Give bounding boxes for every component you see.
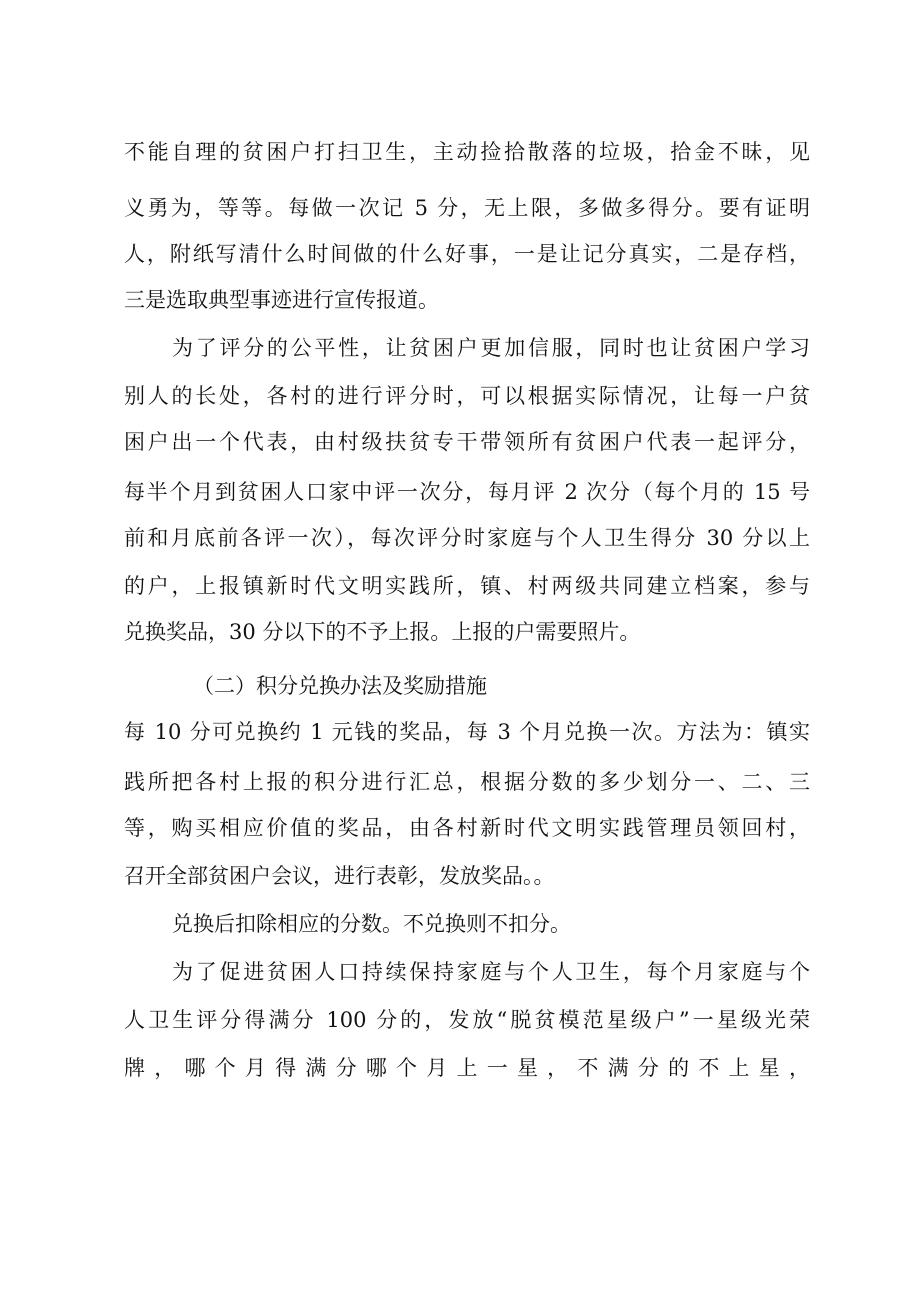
text-line: 每 10 分可兑换约 1 元钱的奖品，每 3 个月兑换一次。方法为：镇实 (124, 720, 810, 744)
text-line: 兑换奖品，30 分以下的不予上报。上报的户需要照片。 (124, 620, 641, 644)
section-heading: （二）积分兑换办法及奖励措施 (193, 674, 487, 698)
text-line: 每半个月到贫困人口家中评一次分，每月评 2 次分（每个月的 15 号 (124, 480, 810, 504)
text-line: 人卫生评分得满分 100 分的，发放“脱贫模范星级户”一星级光荣 (124, 1008, 810, 1032)
text-line: 不能自理的贫困户打扫卫生，主动捡拾散落的垃圾，拾金不昧，见 (124, 140, 810, 164)
text-line: 等，购买相应价值的奖品，由各村新时代文明实践管理员领回村， (124, 816, 810, 840)
text-line: 兑换后扣除相应的分数。不兑换则不扣分。 (172, 912, 571, 936)
text-line: 的户，上报镇新时代文明实践所，镇、村两级共同建立档案，参与 (124, 574, 810, 598)
text-line: 三是选取典型事迹进行宣传报道。 (124, 288, 439, 312)
text-line: 为了评分的公平性，让贫困户更加信服，同时也让贫困户学习 (172, 336, 810, 360)
text-line: 牌，哪个月得满分哪个月上一星，不满分的不上星， (124, 1056, 810, 1080)
text-line: 困户出一个代表，由村级扶贫专干带领所有贫困户代表一起评分， (124, 430, 810, 454)
text-line: 为了促进贫困人口持续保持家庭与个人卫生，每个月家庭与个 (172, 960, 810, 984)
text-line: 人，附纸写清什么时间做的什么好事，一是让记分真实，二是存档， (124, 242, 810, 266)
text-line: 前和月底前各评一次），每次评分时家庭与个人卫生得分 30 分以上 (124, 526, 810, 550)
text-line: 别人的长处，各村的进行评分时，可以根据实际情况，让每一户贫 (124, 384, 810, 408)
text-line: 践所把各村上报的积分进行汇总，根据分数的多少划分一、二、三 (124, 770, 810, 794)
text-line: 召开全部贫困户会议，进行表彰，发放奖品。。 (124, 864, 555, 888)
text-line: 义勇为，等等。每做一次记 5 分，无上限，多做多得分。要有证明 (124, 196, 810, 220)
